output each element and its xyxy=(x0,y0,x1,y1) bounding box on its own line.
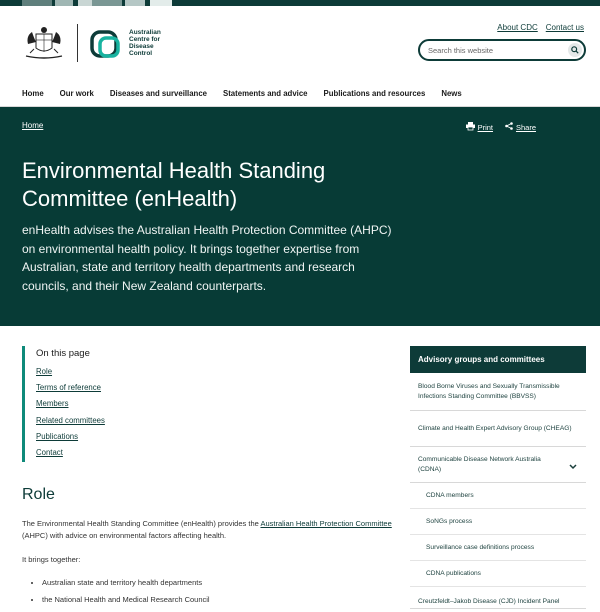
about-cdc-link[interactable]: About CDC xyxy=(497,23,538,32)
page-actions xyxy=(466,122,536,132)
on-this-page-links xyxy=(36,367,392,457)
sidenav-subitem-case-definitions-process[interactable]: Surveillance case definitions process xyxy=(410,535,586,561)
org-name-line: Centre for xyxy=(129,36,161,43)
on-this-page-title: On this page xyxy=(36,348,90,359)
search-input[interactable] xyxy=(428,44,558,57)
anchor-link-role[interactable]: Role xyxy=(36,367,53,376)
list-item xyxy=(36,432,392,441)
main-navigation xyxy=(0,80,600,107)
list-item xyxy=(36,399,392,408)
search-button[interactable] xyxy=(568,43,582,57)
side-navigation xyxy=(410,346,586,609)
print-label: Print xyxy=(477,122,493,132)
nav-item-news[interactable]: News xyxy=(441,89,462,98)
list-item xyxy=(36,367,392,376)
org-name-line: Australian xyxy=(129,29,161,36)
anchor-link-members[interactable]: Members xyxy=(36,399,69,409)
sidenav-item-label: Creutzfeldt–Jakob Disease (CJD) Incident Panel xyxy=(418,598,560,605)
sidenav-subitem-cdna-publications[interactable]: CDNA publications xyxy=(410,561,586,587)
org-name-line: Control xyxy=(129,50,153,57)
sidenav-subitem-songs-process[interactable]: SoNGs process xyxy=(410,509,586,535)
role-paragraph: It brings together: xyxy=(22,555,81,564)
ahpc-link[interactable]: Australian Health Protection Committee xyxy=(260,519,392,528)
anchor-link-publications[interactable]: Publications xyxy=(36,431,79,441)
role-bullet-list xyxy=(42,578,382,612)
search-box xyxy=(418,39,586,61)
share-icon xyxy=(505,122,513,132)
anchor-link-terms-of-reference[interactable]: Terms of reference xyxy=(36,383,101,393)
print-button[interactable] xyxy=(466,122,493,132)
australian-government-crest-logo[interactable] xyxy=(22,24,66,62)
printer-icon xyxy=(466,122,475,132)
nav-item-diseases-and-surveillance[interactable]: Diseases and surveillance xyxy=(109,89,207,98)
list-item: • Australian state and territory health departments xyxy=(42,578,382,587)
share-label: Share xyxy=(515,122,536,132)
role-heading: Role xyxy=(22,486,55,503)
page-title: Environmental Health Standing Committee (enHealth) xyxy=(22,158,326,211)
sidenav-item-label: Blood Borne Viruses and Sexually Transmissible Infections Standing Committee (BBVSS) xyxy=(418,383,560,400)
anchor-link-related-committees[interactable]: Related committees xyxy=(36,415,105,425)
utility-links xyxy=(497,23,584,32)
contact-us-link[interactable]: Contact us xyxy=(545,23,584,32)
role-text: (AHPC) with advice on environmental factors affecting health. xyxy=(22,531,227,540)
list-item xyxy=(36,416,392,425)
share-button[interactable] xyxy=(505,122,536,132)
sidenav-item-bbvss[interactable] xyxy=(410,373,586,411)
sidenav-item-cdna[interactable] xyxy=(410,447,586,483)
nav-item-our-work[interactable]: Our work xyxy=(59,89,94,98)
chevron-down-icon[interactable] xyxy=(568,463,578,471)
page-hero xyxy=(0,107,600,326)
nav-item-publications-and-resources[interactable]: Publications and resources xyxy=(323,89,426,98)
list-item xyxy=(36,448,392,457)
nav-item-statements-and-advice[interactable]: Statements and advice xyxy=(223,89,308,98)
list-item xyxy=(36,383,392,392)
sidenav-subitem-cdna-members[interactable]: CDNA members xyxy=(410,483,586,509)
page-intro: enHealth advises the Australian Health Protection Committee (AHPC) on environmental health policy. It brings together expertise from Australian, state and territory health departments and research councils, and their New Zealand counterparts. xyxy=(22,223,392,293)
cdc-logo-icon[interactable] xyxy=(90,28,126,60)
role-text: The Environmental Health Standing Committee (enHealth) provides the xyxy=(22,519,261,528)
sidenav-item-cheag[interactable] xyxy=(410,411,586,447)
sidenav-item-label: Communicable Disease Network Australia (CDNA) xyxy=(418,456,541,473)
sidenav-item-cjd-incident-panel[interactable] xyxy=(410,587,586,609)
anchor-link-contact[interactable]: Contact xyxy=(36,447,63,457)
site-header xyxy=(0,6,600,80)
sidenav-item-label: Climate and Health Expert Advisory Group (CHEAG) xyxy=(418,424,572,432)
logo-divider xyxy=(77,24,78,62)
list-item: • the National Health and Medical Research Council xyxy=(42,595,382,604)
breadcrumb-home[interactable]: Home xyxy=(22,121,44,130)
search-icon xyxy=(571,41,579,59)
cdc-org-name xyxy=(129,29,175,57)
sidenav-title[interactable]: Advisory groups and committees xyxy=(410,346,586,373)
nav-item-home[interactable]: Home xyxy=(22,89,44,98)
org-name-line: Disease xyxy=(129,43,154,50)
on-this-page xyxy=(22,346,392,462)
role-paragraph xyxy=(22,518,392,542)
